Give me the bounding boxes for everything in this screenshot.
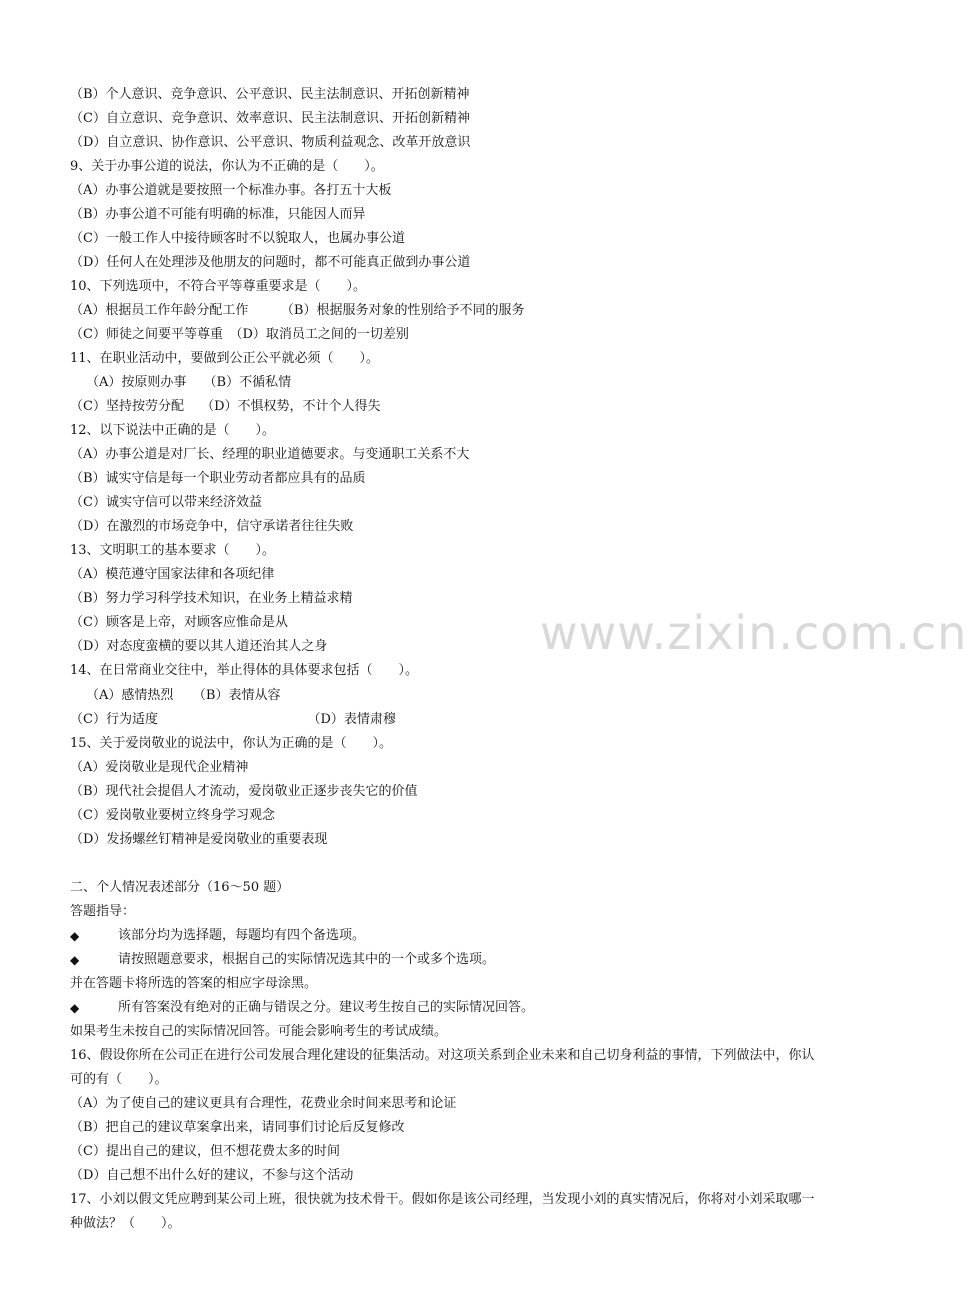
- option-line: （B）办事公道不可能有明确的标准，只能因人而异: [70, 207, 366, 222]
- option-line: （D）在激烈的市场竞争中，信守承诺者往往失败: [70, 519, 354, 534]
- question-line: 13、文明职工的基本要求（ ）。: [70, 543, 276, 558]
- option-line: （C）提出自己的建议，但不想花费太多的时间: [70, 1144, 340, 1159]
- instruction-item: 该部分均为选择题，每题均有四个备选项。: [118, 928, 366, 943]
- option-line: （B）努力学习科学技术知识，在业务上精益求精: [70, 591, 353, 606]
- option-line: （B）个人意识、竞争意识、公平意识、民主法制意识、开拓创新精神: [70, 87, 470, 102]
- question-line: 10、下列选项中，不符合平等尊重要求是（ ）。: [70, 279, 367, 294]
- option-line: （B）把自己的建议草案拿出来，请同事们讨论后反复修改: [70, 1120, 405, 1135]
- question-line: 15、关于爱岗敬业的说法中，你认为正确的是（ ）。: [70, 736, 393, 751]
- option-line: （B）诚实守信是每一个职业劳动者都应具有的品质: [70, 471, 366, 486]
- option-line: （D）任何人在处理涉及他朋友的问题时，都不可能真正做到办事公道: [70, 255, 471, 270]
- question-line: 12、以下说法中正确的是（ ）。: [70, 423, 276, 438]
- option-line: （D）对态度蛮横的要以其人道还治其人之身: [70, 639, 328, 654]
- option-line: （A）办事公道是对厂长、经理的职业道德要求。与变通职工关系不大: [70, 447, 470, 462]
- question-line: 9、关于办事公道的说法，你认为不正确的是（ ）。: [70, 159, 384, 174]
- question-line: 17、小刘以假文凭应聘到某公司上班，很快就为技术骨干。假如你是该公司经理，当发现小刘的真实情况后，你将对小刘采取哪一: [70, 1192, 815, 1207]
- section-heading: 二、个人情况表述部分（16～50 题）: [70, 880, 290, 895]
- option-line: （C）行为适度 （D）表情肃穆: [70, 712, 396, 727]
- option-line: （B）现代社会提倡人才流动，爱岗敬业正逐步丧失它的价值: [70, 784, 418, 799]
- question-line: 16、假设你所在公司正在进行公司发展合理化建设的征集活动。对这项关系到企业未来和自己切身利益的事情，下列做法中，你认: [70, 1048, 815, 1063]
- instruction-line: 并在答题卡将所选的答案的相应字母涂黑。: [70, 976, 318, 991]
- option-line: （A）为了使自己的建议更具有合理性，花费业余时间来思考和论证: [70, 1096, 457, 1111]
- option-line: （C）爱岗敬业要树立终身学习观念: [70, 808, 275, 823]
- option-line: （A）办事公道就是要按照一个标准办事。各打五十大板: [70, 183, 392, 198]
- option-line: （C）师徒之间要平等尊重 （D）取消员工之间的一切差别: [70, 327, 409, 342]
- instruction-item: 请按照题意要求，根据自己的实际情况选其中的一个或多个选项。: [118, 952, 496, 967]
- instruction-item: 所有答案没有绝对的正确与错误之分。建议考生按自己的实际情况回答。: [118, 1000, 535, 1015]
- bullet-icon: ◆: [70, 1001, 80, 1015]
- option-line: （C）一般工作人中接待顾客时不以貌取人，也属办事公道: [70, 231, 405, 246]
- question-line: 14、在日常商业交往中，举止得体的具体要求包括（ ）。: [70, 663, 419, 678]
- bullet-icon: ◆: [70, 929, 80, 943]
- option-line: （A）根据员工作年龄分配工作 （B）根据服务对象的性别给予不同的服务: [70, 303, 525, 318]
- option-line: （A）模范遵守国家法律和各项纪律: [70, 567, 275, 582]
- option-line: （C）诚实守信可以带来经济效益: [70, 495, 262, 510]
- instructions-heading: 答题指导：: [70, 904, 136, 919]
- option-line: （A）爱岗敬业是现代企业精神: [70, 760, 249, 775]
- option-line: （A）感情热烈 （B）表情从容: [86, 688, 281, 703]
- option-line: （A）按原则办事 （B）不循私情: [86, 375, 292, 390]
- question-line: 种做法？（ ）。: [70, 1216, 181, 1231]
- option-line: （C）自立意识、竞争意识、效率意识、民主法制意识、开拓创新精神: [70, 111, 470, 126]
- instruction-line: 如果考生未按自己的实际情况回答。可能会影响考生的考试成绩。: [70, 1024, 448, 1039]
- question-line: 可的有（ ）。: [70, 1072, 168, 1087]
- question-line: 11、在职业活动中，要做到公正公平就必须（ ）。: [70, 351, 380, 366]
- watermark: www.zixin.com.cn: [540, 606, 967, 660]
- bullet-icon: ◆: [70, 953, 80, 967]
- option-line: （C）顾客是上帝，对顾客应惟命是从: [70, 615, 288, 630]
- option-line: （D）发扬螺丝钉精神是爱岗敬业的重要表现: [70, 832, 328, 847]
- option-line: （D）自立意识、协作意识、公平意识、物质利益观念、改革开放意识: [70, 135, 471, 150]
- option-line: （D）自己想不出什么好的建议，不参与这个活动: [70, 1168, 354, 1183]
- option-line: （C）坚持按劳分配 （D）不惧权势，不计个人得失: [70, 399, 381, 414]
